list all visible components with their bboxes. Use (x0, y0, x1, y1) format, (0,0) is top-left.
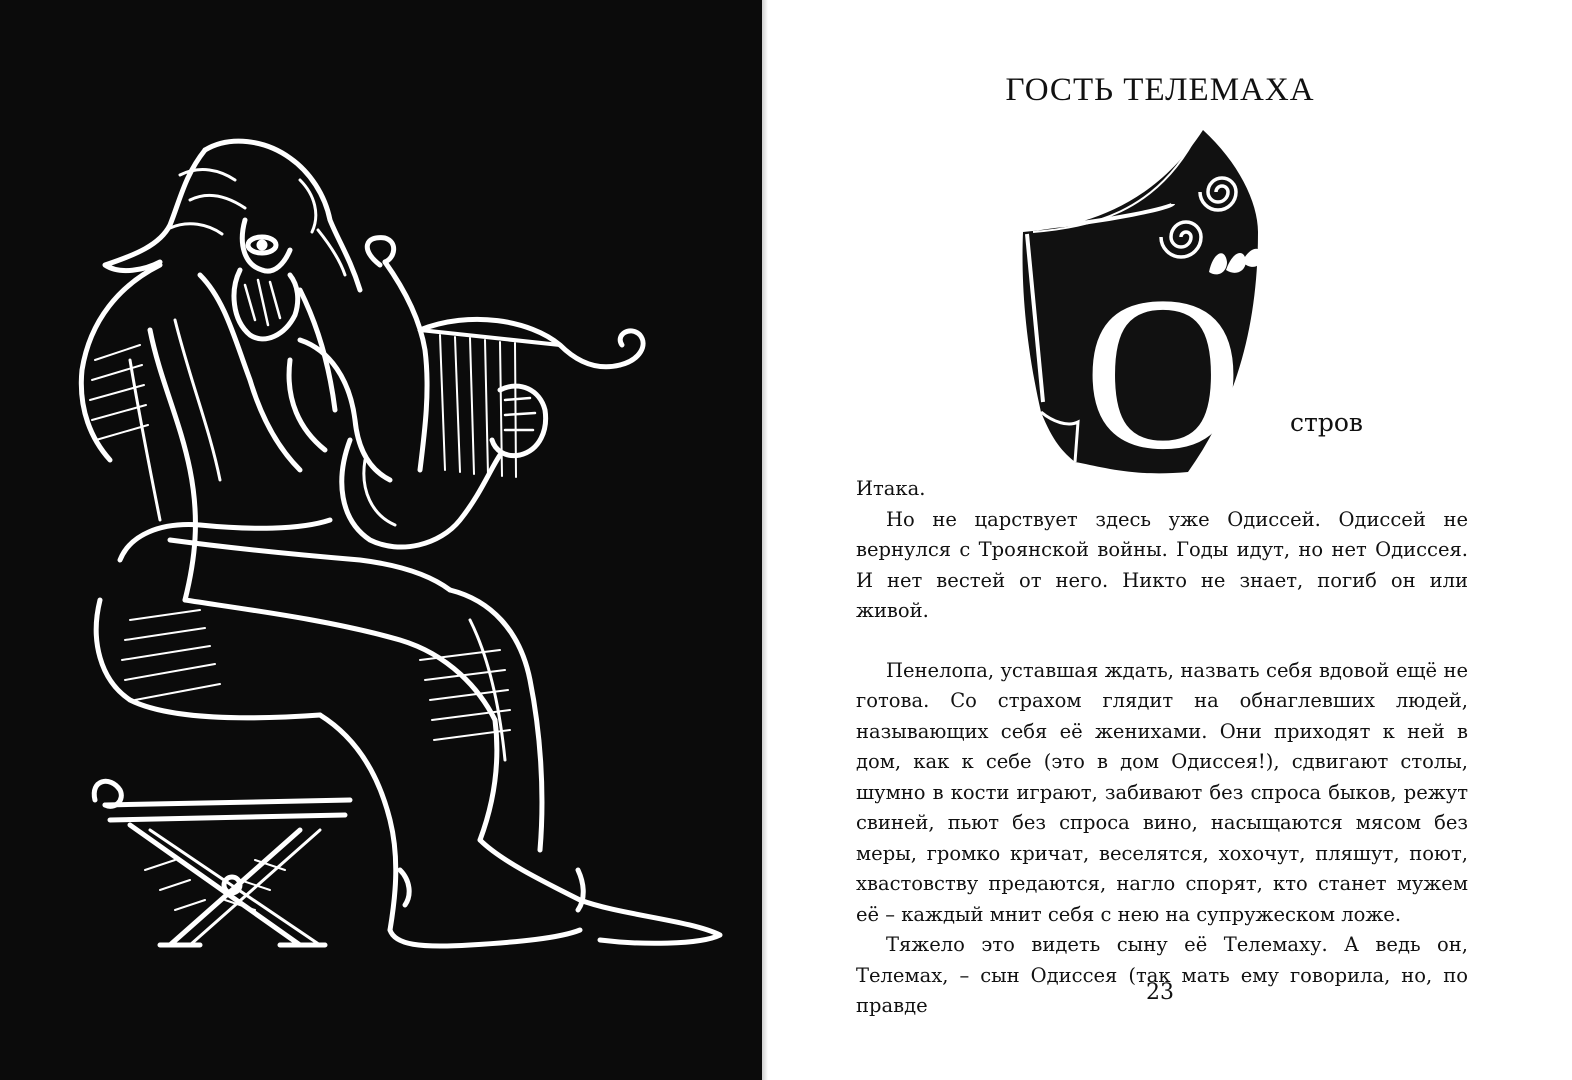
paragraph-1: Итака. (856, 477, 926, 500)
left-page-illustration-panel (0, 0, 762, 1080)
dropcap-word-tail: стров (1290, 408, 1363, 437)
right-page-text (768, 0, 1572, 1080)
page-number: 23 (1146, 980, 1174, 1005)
decorative-dropcap-shield (1013, 122, 1293, 482)
chapter-body (856, 474, 1468, 1022)
paragraph-4: Тяжело это видеть сыну её Телемаху. А ведь он, Телемах, – сын Одиссея (так мать ему говорила, но, по правде (856, 933, 1468, 1017)
lyre-player-illustration (0, 0, 762, 1080)
paragraph-3: Пенелопа, уставшая ждать, назвать себя вдовой ещё не готова. Со страхом глядит на обнаглевших людей, называющих себя её женихами. Они приходят к ней в дом, как к себе (это в дом Одиссея!), сдвигают столы, шумно в кости играют, забивают без спроса быков, режут свиней, пьют без спроса вино, насыщаются мясом без меры, громко кричат, веселятся, хохочут, пляшут, поют, хвастовству предаются, нагло спорят, кто станет мужем её – каждый мнит себя с нею на супружеском ложе. (856, 658, 1468, 926)
paragraph-2: Но не царствует здесь уже Одиссей. Одиссей не вернулся с Троянской войны. Годы идут, но нет Одиссея. И нет вестей от него. Никто не знает, погиб он или живой. (856, 507, 1468, 622)
chapter-title: ГОСТЬ ТЕЛЕМАХА (1005, 72, 1315, 108)
dropcap-letter: О (1083, 251, 1243, 482)
